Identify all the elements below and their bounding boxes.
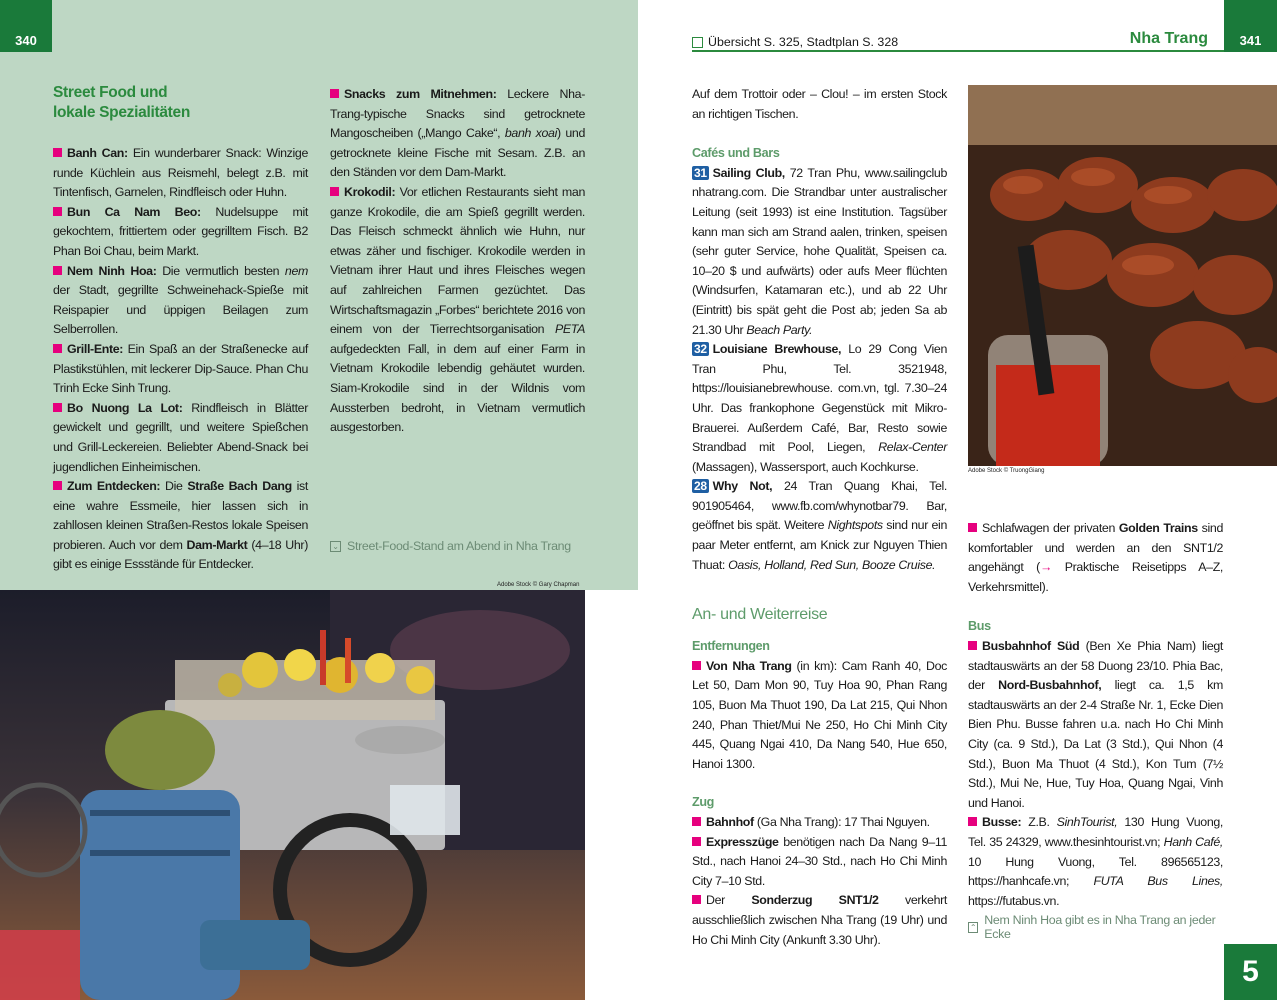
caption-arrow-icon: ⌃ <box>969 922 977 932</box>
bus-heading: Bus <box>968 619 991 634</box>
heading-line-1: Street Food und <box>53 84 168 101</box>
bullet-icon <box>53 148 62 157</box>
page-reference: Übersicht S. 325, Stadtplan S. 328 <box>692 35 898 49</box>
list-item: Busbahnhof Süd (Ben Xe Phia Nam) liegt stadtauswärts an der 58 Duong 23/10. Phia Bac, der Nord-Busbahnhof, liegt ca. 1,5 km stadtauswärts an der 2-4 Straße Nr. 1, Ecke Dien Bien Phu. Busse fahren u.a. nach Ho Chi Minh City (ca. 9 Std.), Da Lat (3 Std.), Qui Nhon (4 Std.), Buon Ma Thuot (4 Std.), Kon Tum (7½ Std.), Mui Ne, Hue, Tuy Hoa, Quang Ngai, Vinh und Hanoi. <box>968 638 1223 810</box>
list-item: Grill-Ente: Ein Spaß an der Straßenecke auf Plastikstühlen, mit leckerer Dip-Sauce. Phan Chu Trinh Ecke Sinh Trung. <box>53 341 308 396</box>
heading-line-2: lokale Spezialitäten <box>53 104 190 121</box>
bullet-icon <box>53 207 62 216</box>
photo-caption-right: ⌃ Nem Ninh Hoa gibt es in Nha Trang an jeder Ecke <box>969 913 1216 941</box>
right-column-2 <box>968 519 1223 911</box>
bullet-icon <box>53 403 62 412</box>
travel-heading: An- und Weiterreise <box>692 606 828 624</box>
bullet-icon <box>53 266 62 275</box>
arrow-icon: → <box>1039 560 1052 575</box>
running-title: Nha Trang <box>1129 30 1208 47</box>
map-number-badge: 28 <box>694 479 707 494</box>
right-column-1 <box>692 85 947 950</box>
photo-caption-left: ⌄ Street-Food-Stand am Abend in Nha Trang <box>330 539 590 553</box>
list-item: Der Sonderzug SNT1/2 verkehrt ausschließlich zwischen Nha Trang (19 Uhr) und Ho Chi Minh City (Ankunft 3.30 Uhr). <box>692 893 947 947</box>
page-number-left: 340 <box>0 0 52 52</box>
bullet-icon <box>330 89 339 98</box>
intro-text: Auf dem Trottoir oder – Clou! – im ersten Stock an richtigen Tischen. <box>692 87 947 121</box>
list-item: 31 Sailing Club, 72 Tran Phu, www.sailingclub nhatrang.com. Die Strandbar unter australischer Leitung (seit 1993) ist eine Institution. Tagsüber kann man sich am Strand aalen, trinken, speisen (sehr guter Service, hohe Qualität, Speisen ca. 10–20 $ und aufwärts) oder aufs Meer flüchten (Windsurfen, Katamaran etc.), und ab 22 Uhr (Eintritt) bis spät geht die Post ab; jeden Sa ab 21.30 Uhr Beach Party. <box>692 165 947 337</box>
list-item: Bahnhof (Ga Nha Trang): 17 Thai Nguyen. <box>692 813 947 833</box>
list-item: Expresszüge benötigen nach Da Nang 9–11 Std., nach Hanoi 24–30 Std., nach Ho Chi Minh City 7–10 Std. <box>692 834 947 888</box>
train-heading: Zug <box>692 795 715 810</box>
list-item: Banh Can: Ein wunderbarer Snack: Winzige runde Küchlein aus Reismehl, belegt z.B. mit Tintenfisch, Garnelen, Rindfleisch oder Huhn. <box>53 146 308 200</box>
bullet-icon <box>692 837 701 846</box>
bullet-icon <box>968 523 977 532</box>
list-item: Nem Ninh Hoa: Die vermutlich besten nem der Stadt, gegrillte Schweinehack-Spieße mit Reispapier und üppigen Beilagen zum Selberrollen. <box>53 263 308 337</box>
header-rule <box>692 50 1224 52</box>
grilled-skewers-photo <box>968 85 1277 466</box>
photo-credit-right: Adobe Stock © TruongGiang <box>968 468 1045 474</box>
chapter-tab: 5 <box>1224 944 1277 1000</box>
list-item: Bo Nuong La Lot: Rindfleisch in Blätter gewickelt und gegrillt, und weitere Spießchen und Grill-Leckereien. Beliebter Abend-Snack bei jugendlichen Einheimischen. <box>53 400 308 474</box>
list-item: Busse: Z.B. SinhTourist, 130 Hung Vuong, Tel. 35 24329, www.thesinhtourist.vn; Hanh Café, 10 Hung Vuong, Tel. 896565123, https://hanhcafe.vn; FUTA Bus Lines, https://futabus.vn. <box>968 815 1223 908</box>
bullet-icon <box>692 661 701 670</box>
page-number-right: 341 <box>1224 0 1277 52</box>
bullet-icon <box>692 817 701 826</box>
list-item: Krokodil: Vor etlichen Restaurants sieht man ganze Krokodile, die am Spieß gegrillt werden. Das Fleisch schmeckt ähnlich wie Huhn, nur etwas zäher und fischiger. Krokodile werden in Vietnam ihrer Haut und ihres Fleisches wegen auf zahlreichen Farmen gezüchtet. Das Wirtschaftsmagazin „Forbes“ berichtete 2016 von einem von der Tierrechtsorganisation PETA aufgedeckten Fall, in dem auf einer Farm in Vietnam Krokodile lebendig gehäutet wurden. Siam-Krokodile sind in der Wildnis vom Aussterben bedroht, in Vietnam vermutlich ausgestorben. <box>330 184 585 435</box>
bullet-icon <box>53 481 62 490</box>
bullet-icon <box>968 817 977 826</box>
map-number-badge: 32 <box>694 342 707 357</box>
map-number-badge: 31 <box>694 165 707 180</box>
distances-heading: Entfernungen <box>692 639 770 654</box>
list-item: 32 Louisiane Brewhouse, Lo 29 Cong Vien Tran Phu, Tel. 3521948, https://louisianebrewhouse. com.vn, tgl. 7.30–24 Uhr. Das frankophone Gegenstück mit Mikro-Brauerei. Außerdem Café, Bar, Resto sowie Strandbad mit Pool, Liegen, Relax-Center (Massagen), Wassersport, auch Kochkurse. <box>692 342 947 474</box>
caption-arrow-icon: ⌄ <box>330 541 341 552</box>
list-item: Schlafwagen der privaten Golden Trains sind komfortabler und werden an den SNT1/2 angehängt (→ Praktische Reisetipps A–Z, Verkehrsmittel). <box>968 521 1224 594</box>
left-column-1 <box>53 144 308 575</box>
bullet-icon <box>53 344 62 353</box>
section-heading <box>53 83 303 123</box>
left-column-2 <box>330 85 585 438</box>
bullet-icon <box>968 641 977 650</box>
list-item: Von Nha Trang (in km): Cam Ranh 40, Doc Let 50, Dam Mon 90, Tuy Hoa 90, Phan Rang 105, Buon Ma Thuot 190, Da Lat 215, Qui Nhon 240, Phan Thiet/Mui Ne 250, Ho Chi Minh City 445, Quang Ngai 410, Da Nang 540, Hue 650, Hanoi 1300. <box>692 658 947 771</box>
street-food-photo <box>0 590 585 1000</box>
bullet-icon <box>692 895 701 904</box>
list-item: Snacks zum Mitnehmen: Leckere Nha-Trang-typische Snacks sind getrocknete Mangoscheiben („Mango Cake“, banh xoai) und getrocknete kleine Fische mit Sesam. Z.B. an den Ständen vor dem Dam-Markt. <box>330 87 585 180</box>
list-item: 28 Why Not, 24 Tran Quang Khai, Tel. 901905464, www.fb.com/whynotbar79. Bar, geöffnet bis spät. Weitere Nightspots sind nur ein paar Meter entfernt, am Knick zur Nguyen Thien Thuat: Oasis, Holland, Red Sun, Booze Cruise. <box>692 479 947 572</box>
photo-credit-left: Adobe Stock © Gary Chapman <box>497 582 580 588</box>
list-item: Zum Entdecken: Die Straße Bach Dang ist eine wahre Essmeile, hier lassen sich in zahllosen kleinen Straßen-Restos lokale Speisen probieren. Auch vor dem Dam-Markt (4–18 Uhr) gibt es einige Essstände für Entdecker. <box>53 479 308 572</box>
cafes-heading: Cafés und Bars <box>692 146 780 161</box>
square-icon <box>692 37 703 48</box>
bullet-icon <box>330 187 339 196</box>
list-item: Bun Ca Nam Beo: Nudelsuppe mit gekochtem, frittiertem oder gegrilltem Fisch. B2 Phan Boi Chau, beim Markt. <box>53 204 308 258</box>
